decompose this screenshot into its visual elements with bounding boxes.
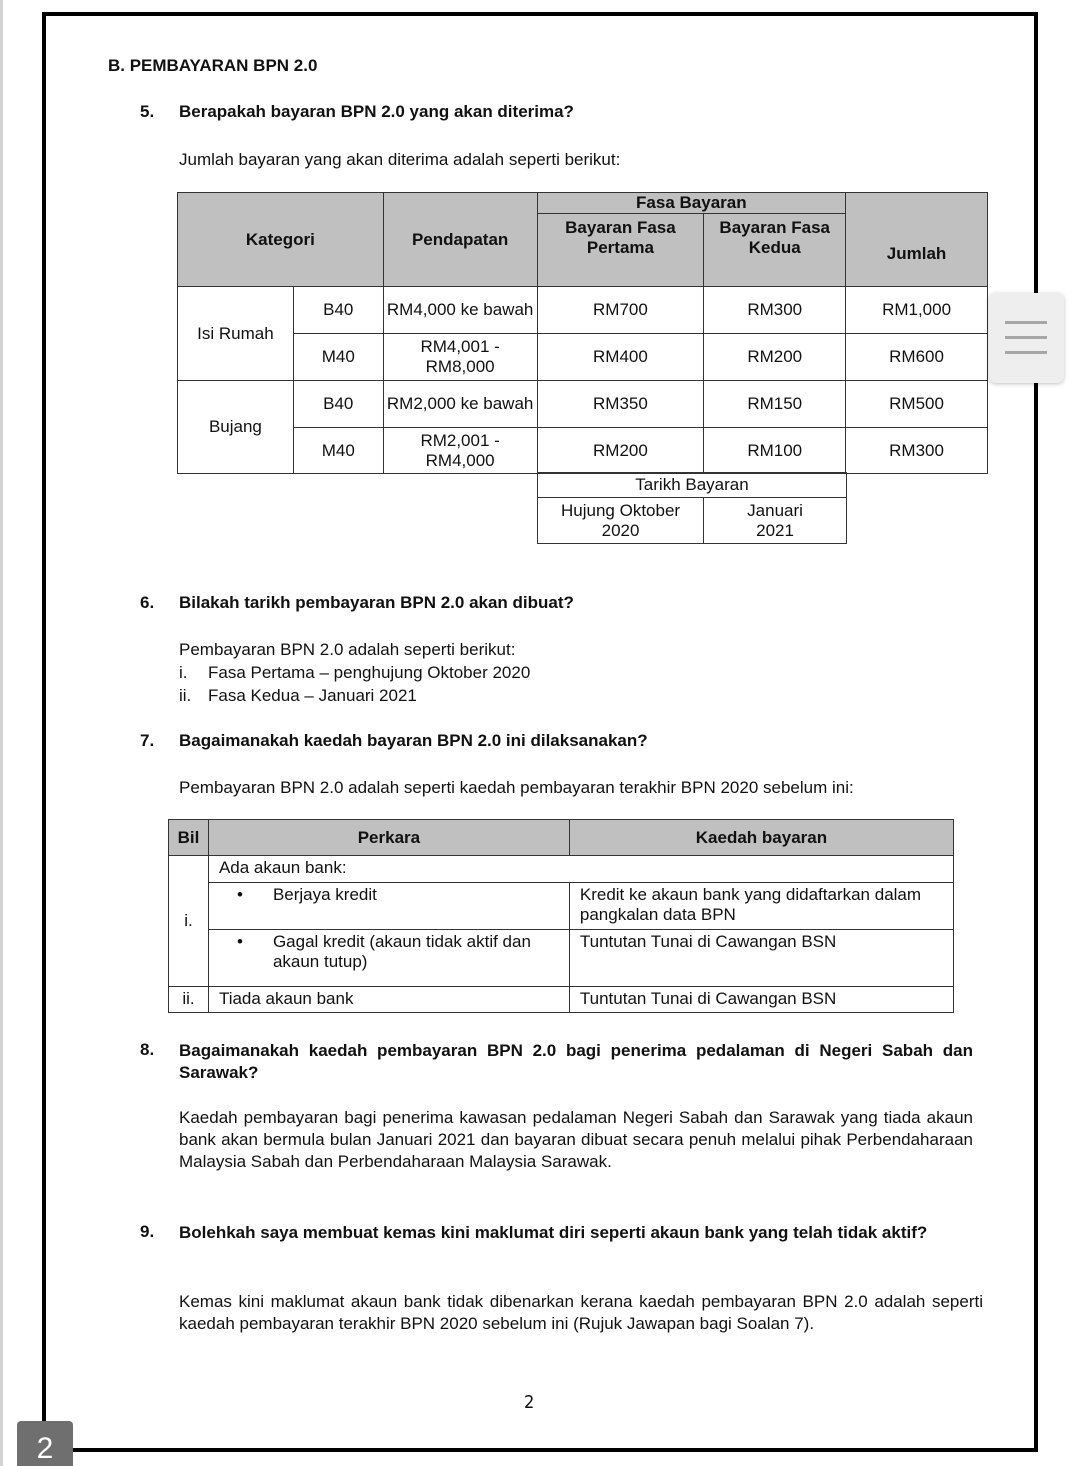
fasa2-cell: RM150: [704, 381, 846, 428]
header-fasa-kedua: Bayaran Fasa Kedua: [704, 214, 846, 287]
income-cell: RM4,001 - RM8,000: [383, 334, 537, 381]
header-pendapatan: Pendapatan: [383, 193, 537, 287]
tier-cell: M40: [293, 428, 383, 474]
list-text: Fasa Pertama – penghujung Oktober 2020: [208, 663, 531, 682]
section-heading: B. PEMBAYARAN BPN 2.0: [108, 56, 318, 75]
question-7-number: 7.: [140, 731, 155, 750]
header-jumlah: Jumlah: [846, 193, 988, 287]
table-row: [178, 334, 988, 381]
category-label: Isi Rumah: [178, 287, 294, 381]
question-6-title: Bilakah tarikh pembayaran BPN 2.0 akan dibuat?: [179, 593, 574, 612]
payment-amount-table: [177, 192, 988, 474]
handle-line-icon: [1005, 351, 1047, 354]
header-bil: Bil: [169, 820, 209, 856]
question-5-title: Berapakah bayaran BPN 2.0 yang akan diterima?: [179, 102, 574, 121]
table-row: [169, 930, 954, 987]
fasa2-date: Januari 2021: [704, 498, 847, 544]
table-row: [178, 428, 988, 474]
bullet-icon: •: [236, 885, 243, 904]
category-label: Bujang: [178, 381, 294, 474]
kaedah-cell: Tuntutan Tunai di Cawangan BSN: [569, 930, 953, 987]
fasa1-cell: RM200: [537, 428, 704, 474]
fasa2-cell: RM200: [704, 334, 846, 381]
total-cell: RM300: [846, 428, 988, 474]
total-cell: RM500: [846, 381, 988, 428]
question-9-answer: Kemas kini maklumat akaun bank tidak dibenarkan kerana kaedah pembayaran BPN 2.0 adalah seperti kaedah pembayaran terakhir BPN 2020 sebelum ini (Rujuk Jawapan bagi Soalan 7).: [179, 1292, 983, 1333]
header-kaedah: Kaedah bayaran: [569, 820, 953, 856]
tier-cell: B40: [293, 287, 383, 334]
question-8-answer: Kaedah pembayaran bagi penerima kawasan pedalaman Negeri Sabah dan Sarawak yang tiada akaun bank akan bermula bulan Januari 2021 dan bayaran dibuat secara penuh melalui pihak Perbendaharaan Malaysia Sabah dan Perbendaharaan Malaysia Sarawak.: [179, 1108, 973, 1171]
table-row: [178, 381, 988, 428]
payment-date-table: [537, 472, 847, 544]
question-8-title: Bagaimanakah kaedah pembayaran BPN 2.0 bagi penerima pedalaman di Negeri Sabah dan Sarawak?: [179, 1041, 973, 1082]
fasa1-cell: RM350: [537, 381, 704, 428]
fasa2-cell: RM300: [704, 287, 846, 334]
question-9-title: Bolehkah saya membuat kemas kini maklumat diri seperti akaun bank yang telah tidak aktif?: [179, 1223, 928, 1242]
total-cell: RM1,000: [846, 287, 988, 334]
question-7-intro: Pembayaran BPN 2.0 adalah seperti kaedah pembayaran terakhir BPN 2020 sebelum ini:: [179, 778, 854, 797]
income-cell: RM2,000 ke bawah: [383, 381, 537, 428]
question-6-intro: Pembayaran BPN 2.0 adalah seperti berikut:: [179, 640, 516, 659]
perkara-cell: • Berjaya kredit: [208, 883, 569, 930]
fasa2-cell: RM100: [704, 428, 846, 474]
table-row: [169, 856, 954, 883]
viewer-left-edge: [0, 0, 3, 1466]
fasa1-cell: RM400: [537, 334, 704, 381]
handle-line-icon: [1005, 336, 1047, 339]
tier-cell: B40: [293, 381, 383, 428]
question-5-intro: Jumlah bayaran yang akan diterima adalah seperti berikut:: [179, 150, 621, 169]
income-cell: RM2,001 - RM4,000: [383, 428, 537, 474]
viewer-page-badge[interactable]: 2: [17, 1421, 73, 1466]
header-fasa-bayaran: Fasa Bayaran: [537, 193, 846, 214]
question-5-number: 5.: [140, 102, 155, 121]
table-row: [169, 883, 954, 930]
bil-cell: i.: [169, 856, 209, 987]
question-6-number: 6.: [140, 593, 155, 612]
fasa1-cell: RM700: [537, 287, 704, 334]
page-number: 2: [524, 1392, 535, 1413]
list-item: [179, 661, 530, 684]
table-row: [169, 987, 954, 1013]
table-row: [178, 287, 988, 334]
header-fasa-pertama: Bayaran Fasa Pertama: [537, 214, 704, 287]
kaedah-cell: Kredit ke akaun bank yang didaftarkan dalam pangkalan data BPN: [569, 883, 953, 930]
list-item: [179, 684, 417, 707]
header-kategori: Kategori: [178, 193, 384, 287]
handle-line-icon: [1005, 321, 1047, 324]
total-cell: RM600: [846, 334, 988, 381]
question-8-number: 8.: [140, 1040, 155, 1059]
header-perkara: Perkara: [208, 820, 569, 856]
date-header: Tarikh Bayaran: [538, 473, 847, 498]
list-text: Fasa Kedua – Januari 2021: [208, 686, 417, 705]
payment-method-table: [168, 819, 954, 1013]
question-7-title: Bagaimanakah kaedah bayaran BPN 2.0 ini dilaksanakan?: [179, 731, 648, 750]
fasa1-date: Hujung Oktober 2020: [538, 498, 704, 544]
list-marker: i.: [179, 663, 188, 682]
question-9-number: 9.: [140, 1222, 155, 1241]
list-marker: ii.: [179, 686, 192, 705]
bil-cell: ii.: [169, 987, 209, 1013]
group-label: Ada akaun bank:: [208, 856, 953, 883]
scroll-handle[interactable]: [989, 293, 1064, 383]
kaedah-cell: Tuntutan Tunai di Cawangan BSN: [569, 987, 953, 1013]
tier-cell: M40: [293, 334, 383, 381]
perkara-cell: Tiada akaun bank: [208, 987, 569, 1013]
income-cell: RM4,000 ke bawah: [383, 287, 537, 334]
perkara-cell: • Gagal kredit (akaun tidak aktif dan akaun tutup): [208, 930, 569, 987]
bullet-icon: •: [236, 932, 243, 951]
